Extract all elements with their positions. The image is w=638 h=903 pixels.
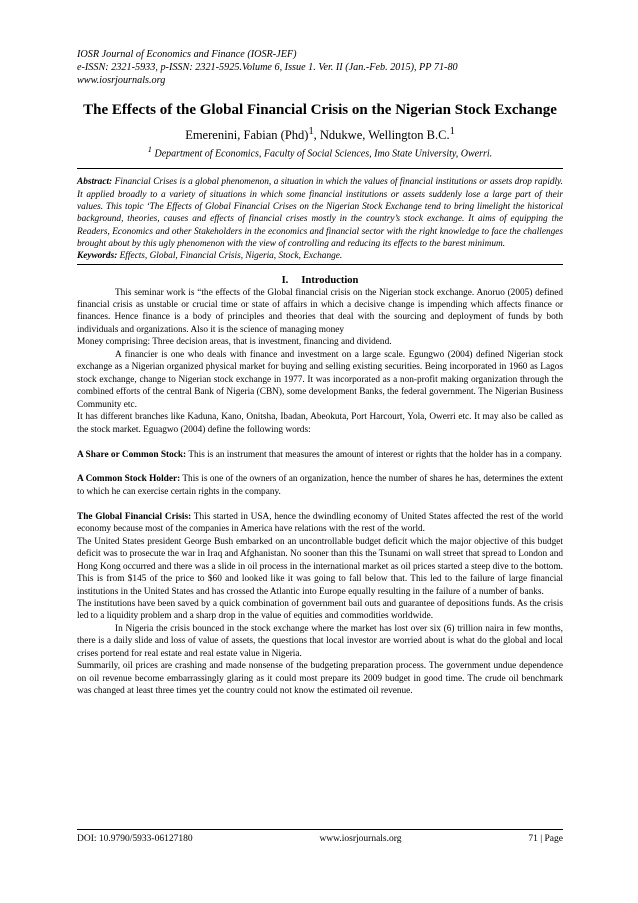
- definition-text: This is an instrument that measures the amount of interest or rights that the holder has in a company.: [186, 449, 562, 460]
- footer-website: www.iosrjournals.org: [319, 834, 402, 844]
- journal-header: [77, 48, 563, 87]
- definition-label: A Common Stock Holder:: [77, 474, 181, 485]
- paragraph: Summarily, oil prices are crashing and made nonsense of the budgeting preparation process. The government undue dependence on oil revenue become embarrassingly glaring as it could most prepare its 2009 budget in good time. The crude oil benchmark was changed at least three times yet the country could not know the estimated oil revenue.: [77, 661, 563, 697]
- footer-doi: DOI: 10.9790/5933-06127180: [77, 834, 193, 844]
- author-line: [77, 124, 563, 143]
- paper-page: [77, 48, 563, 698]
- definition-share: [77, 449, 563, 461]
- paragraph: In Nigeria the crisis bounced in the stock exchange where the market has lost over six (6) trillion naira in few months, there is a daily slide and loss of value of assets, the questions that local investor are worried about is what do the global and local crises portend for real estate and real estate value in Nigeria.: [77, 623, 563, 659]
- author-sep: ,: [313, 128, 320, 143]
- definition-label: The Global Financial Crisis:: [77, 511, 192, 522]
- definition-text: This started in USA, hence the dwindling economy of United States affected the rest of the world economy because most of the companies in America have relations with the rest of the world.: [77, 511, 563, 535]
- author-1-sup: 1: [308, 126, 314, 137]
- body-text: [77, 287, 563, 698]
- definition-holder: [77, 473, 563, 498]
- definition-crisis: [77, 511, 563, 536]
- paragraph: This seminar work is “the effects of the Global financial crisis on the Nigerian stock exchange. Anoruo (2005) defined financial crisis as unstable or crucial time or state of affairs in which a decisive change is impending which affects finance or finances. Hence finance is a body of principles and theories that deal with the sourcing and deployment of funds by both individuals and organizations. Also it is the science of managing money: [77, 287, 563, 335]
- paragraph: A financier is one who deals with finance and investment on a large scale. Egungwo (2004) defined Nigerian stock exchange as a Nigerian organized physical market for buying and selling existing securities. Being incorporated in 1960 as Lagos stock exchange, change to Nigerian stock exchange in 1977. It was incorporated as a non-profit making organization through the combined efforts of the central Bank of Nigeria (CBN), some development Banks, the federal government. The Nigerian Business Community etc.: [77, 349, 563, 410]
- journal-issn: e-ISSN: 2321-5933, p-ISSN: 2321-5925.Volume 6, Issue 1. Ver. II (Jan.-Feb. 2015), PP 71-80: [77, 62, 458, 73]
- abstract-bottom-rule: [77, 264, 563, 265]
- paragraph: The United States president George Bush embarked on an uncontrollable budget deficit which the major objective of this budget deficit was to prosecute the war in Iraq and Afghanistan. No sooner than this the Tsunami on wall street that spread to London and Hong Kong occurred and there was a slide in oil process in the international market as oil prices started a steep dive to the bottom. This is from $145 of the price to $60 and looked like it was going to fall below that. This led to the failure of large financial institutions in the United States and has crossed the Atlantic into Europe equally resulting in the failure of a number of banks.: [77, 536, 563, 597]
- abstract: [77, 176, 563, 250]
- journal-website: www.iosrjournals.org: [77, 75, 166, 86]
- definition-text: This is one of the owners of an organization, hence the number of shares he has, determines the extent to which he can exercise certain rights in the company.: [77, 474, 563, 497]
- section-heading: I. Introduction: [281, 274, 359, 286]
- abstract-top-rule: [77, 168, 563, 169]
- page-footer: [77, 829, 563, 844]
- paper-title: The Effects of the Global Financial Crisis on the Nigerian Stock Exchange: [83, 102, 557, 118]
- author-1: Emerenini, Fabian (Phd): [185, 128, 309, 143]
- paragraph: Money comprising: Three decision areas, that is investment, financing and dividend.: [77, 337, 392, 348]
- abstract-text: Financial Crises is a global phenomenon, a situation in which the values of financial institutions or assets drop rapidly. It applied broadly to a variety of situations in which some financial institutions or assets suddenly lose a large part of their values. This topic ‘The Effects of Global Financial Crises on the Nigerian Stock Exchange tend to bring limelight the historical background, theories, causes and effects of financial crises mostly in the country’s stock exchange. It aims of equipping the Readers, Economics and other Stakeholders in the economics and financial sector with the right knowledge to face the challenges brought about by this ugly phenomenon with the view of controlling and reducing its effects to the barest minimum.: [77, 177, 563, 249]
- keywords-text: Effects, Global, Financial Crisis, Nigeria, Stock, Exchange.: [119, 251, 343, 262]
- affiliation-text: Department of Economics, Faculty of Social Sciences, Imo State University, Owerri.: [154, 148, 493, 160]
- paragraph: The institutions have been saved by a quick combination of government bail outs and guarantee of depositions funds. As the crisis led to a liquidity problem and a sharp drop in the value of equities and commodities worldwide.: [77, 599, 563, 622]
- keywords: [77, 250, 563, 262]
- affiliation-sup: 1: [147, 145, 152, 155]
- affiliation: [77, 143, 563, 160]
- author-2: Ndukwe, Wellington B.C.: [319, 128, 450, 143]
- paragraph: It has different branches like Kaduna, Kano, Onitsha, Ibadan, Abeokuta, Port Harcourt, Yola, Owerri etc. It may also be called as the stock market. Eguagwo (2004) define the following words:: [77, 412, 563, 435]
- abstract-label: Abstract:: [77, 177, 113, 188]
- author-2-sup: 1: [449, 126, 455, 137]
- footer-page-number: 71 | Page: [528, 834, 563, 844]
- definition-label: A Share or Common Stock:: [77, 449, 187, 460]
- keywords-label: Keywords:: [77, 251, 118, 262]
- journal-name: IOSR Journal of Economics and Finance (IOSR-JEF): [77, 49, 297, 60]
